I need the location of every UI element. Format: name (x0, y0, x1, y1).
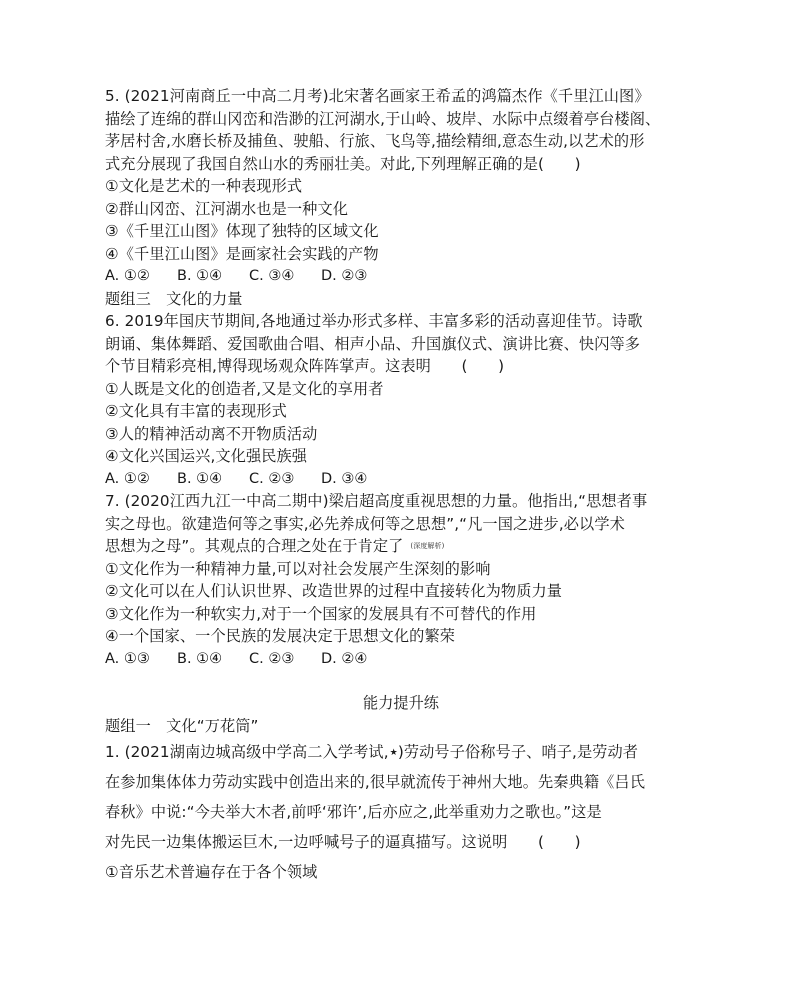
q1-stem-line-2: 在参加集体体力劳动实践中创造出来的,很早就流传于神州大地。先秦典籍《吕氏 (105, 773, 645, 791)
q5-option-b: B. ①④ (177, 268, 223, 284)
q7-statement-3: ③文化作为一种软实力,对于一个国家的发展具有不可替代的作用 (105, 604, 537, 623)
q7-analysis-mark: (深度解析) (410, 542, 445, 551)
q7-option-b: B. ①④ (177, 650, 223, 667)
q6-option-a: A. ①② (105, 470, 150, 487)
q7-option-d: D. ②④ (321, 650, 368, 667)
q6-statement-2: ②文化具有丰富的表现形式 (105, 402, 287, 420)
q5-options (105, 265, 697, 288)
document-content (105, 85, 697, 887)
q7-statement-2: ②文化可以在人们认识世界、改造世界的过程中直接转化为物质力量 (105, 582, 563, 600)
q6-stem-line-2: 朗诵、集体舞蹈、爱国歌曲合唱、相声小品、升国旗仪式、演讲比赛、快闪等多 (105, 334, 641, 353)
q5-option-c: C. ③④ (249, 268, 295, 284)
q6-statement-4: ④文化兴国运兴,文化强民族强 (105, 447, 308, 465)
q5-option-a: A. ①② (105, 268, 150, 284)
q6-option-d: D. ③④ (321, 470, 368, 487)
q5-statement-3: ③《千里江山图》体现了独特的区域文化 (105, 222, 379, 240)
q5-statement-1: ①文化是艺术的一种表现形式 (105, 177, 303, 195)
q5-stem-line-3: 茅居村舍,水磨长桥及捕鱼、驶船、行旅、飞鸟等,描绘精细,意态生动,以艺术的形 (105, 132, 645, 150)
q7-stem-line-1: 7. (2020江西九江一中高二期中)梁启超高度重视思想的力量。他指出,“思想者事 (105, 492, 648, 510)
q6-statement-3: ③人的精神活动离不开物质活动 (105, 424, 318, 443)
question-1 (105, 737, 697, 887)
difficulty-star-icon: ★ (389, 747, 398, 758)
question-6 (105, 310, 697, 490)
q7-stem-line-2: 实之母也。欲建造何等之事实,必先养成何等之思想”,“凡一国之进步,必以学术 (105, 514, 625, 533)
group3-title: 题组三 文化的力量 (105, 289, 243, 308)
q7-options (105, 648, 697, 671)
q6-statement-1: ①人既是文化的创造者,又是文化的享用者 (105, 379, 384, 398)
q1-stem-line-3: 春秋》中说:“今夫举大木者,前呼‘邪许’,后亦应之,此举重劝力之歌也。”这是 (105, 803, 602, 821)
q1-statement-1: ①音乐艺术普遍存在于各个领域 (105, 863, 318, 881)
q7-statement-1: ①文化作为一种精神力量,可以对社会发展产生深刻的影响 (105, 559, 491, 578)
q7-stem-line-3-wrap (105, 535, 697, 558)
ability-section-title: 能力提升练 (363, 694, 439, 712)
q5-statement-4: ④《千里江山图》是画家社会实践的产物 (105, 244, 379, 263)
q5-stem-line-1: 5. (2021河南商丘一中高二月考)北宋著名画家王希孟的鸿篇杰作《千里江山图》 (105, 87, 650, 105)
q1-stem-source: 1. (2021湖南边城高级中学高二入学考试, (105, 743, 389, 761)
q7-stem-line-3: 思想为之母”。其观点的合理之处在于肯定了 (105, 537, 404, 555)
q5-stem-line-2: 描绘了连绵的群山冈峦和浩渺的江河湖水,于山岭、坡岸、水际中点缀着亭台楼阁、 (105, 109, 661, 128)
q6-stem-line-3: 个节目精彩亮相,博得现场观众阵阵掌声。这表明 ( ) (105, 357, 505, 375)
q1-stem-line-1 (105, 737, 697, 767)
q7-option-a: A. ①③ (105, 650, 150, 667)
q6-option-c: C. ②③ (249, 470, 295, 487)
q5-option-d: D. ②③ (321, 268, 368, 284)
ability-group1-title: 题组一 文化“万花筒” (105, 716, 259, 735)
question-7 (105, 490, 697, 670)
q6-option-b: B. ①④ (177, 470, 223, 487)
q6-options (105, 468, 697, 491)
q7-option-c: C. ②③ (249, 650, 295, 667)
q5-stem-line-4: 式充分展现了我国自然山水的秀丽壮美。对此,下列理解正确的是( ) (105, 154, 581, 173)
q1-stem-line-4: 对先民一边集体搬运巨木,一边呼喊号子的逼真描写。这说明 ( ) (105, 833, 581, 851)
q1-stem-first-rest: )劳动号子俗称号子、哨子,是劳动者 (397, 743, 639, 761)
q5-statement-2: ②群山冈峦、江河湖水也是一种文化 (105, 199, 349, 218)
q7-statement-4: ④一个国家、一个民族的发展决定于思想文化的繁荣 (105, 627, 456, 645)
question-5 (105, 85, 697, 288)
q6-stem-line-1: 6. 2019年国庆节期间,各地通过举办形式多样、丰富多彩的活动喜迎佳节。诗歌 (105, 312, 643, 330)
